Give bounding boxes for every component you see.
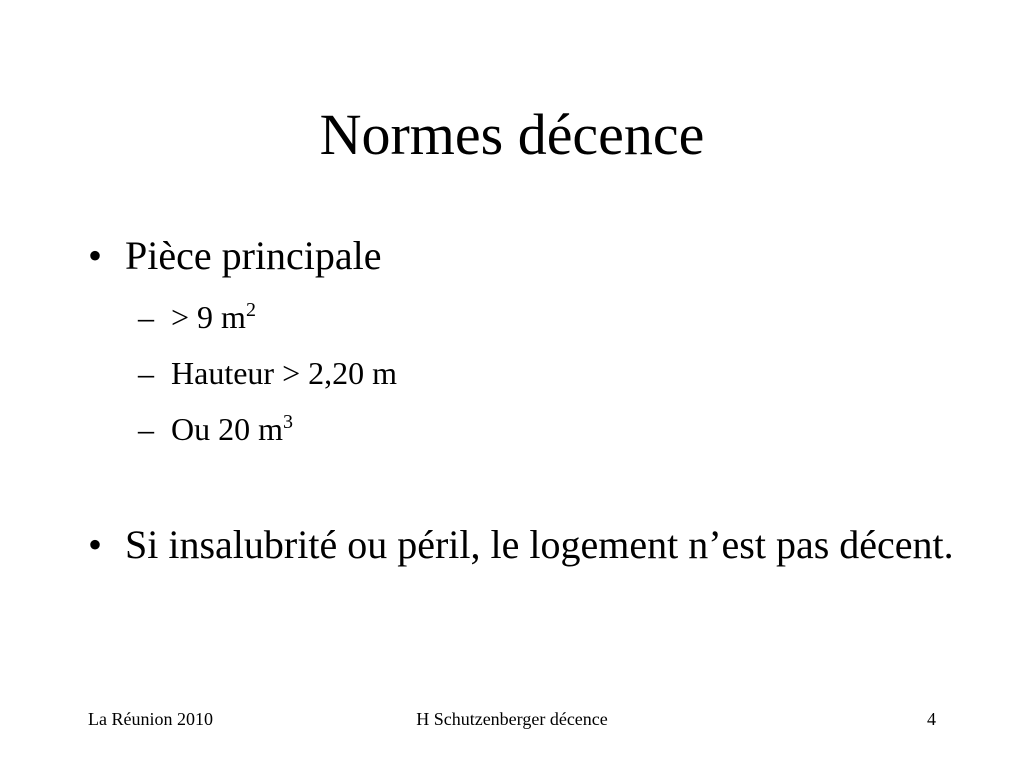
- superscript: 3: [283, 411, 293, 433]
- sub-bullet-text: Hauteur > 2,20 m: [171, 355, 397, 391]
- footer-center-text: H Schutzenberger décence: [416, 709, 608, 729]
- sub-bullet-item: [88, 345, 958, 401]
- dash-marker: –: [138, 411, 154, 447]
- bullet-item: [88, 230, 958, 282]
- bullet-marker: •: [88, 233, 103, 278]
- superscript: 2: [245, 299, 256, 321]
- sub-bullet-text: > 9 m: [171, 299, 246, 335]
- spacer: [88, 457, 958, 519]
- bullet-text: Si insalubrité ou péril, le logement n’est pas décent.: [125, 522, 954, 567]
- bullet-marker: •: [88, 522, 103, 567]
- slide-title: Normes décence: [319, 102, 705, 167]
- sub-bullet-text: Ou 20 m: [171, 411, 283, 447]
- sub-bullet-list: [88, 289, 958, 457]
- page-number: 4: [927, 709, 936, 729]
- bullet-item: [88, 519, 958, 571]
- dash-marker: –: [138, 299, 154, 335]
- dash-marker: –: [138, 355, 154, 391]
- sub-bullet-item: [88, 289, 958, 345]
- slide-content: [88, 230, 958, 571]
- footer-left-text: La Réunion 2010: [88, 709, 213, 729]
- bullet-text: Pièce principale: [125, 233, 382, 278]
- sub-bullet-item: [88, 401, 958, 457]
